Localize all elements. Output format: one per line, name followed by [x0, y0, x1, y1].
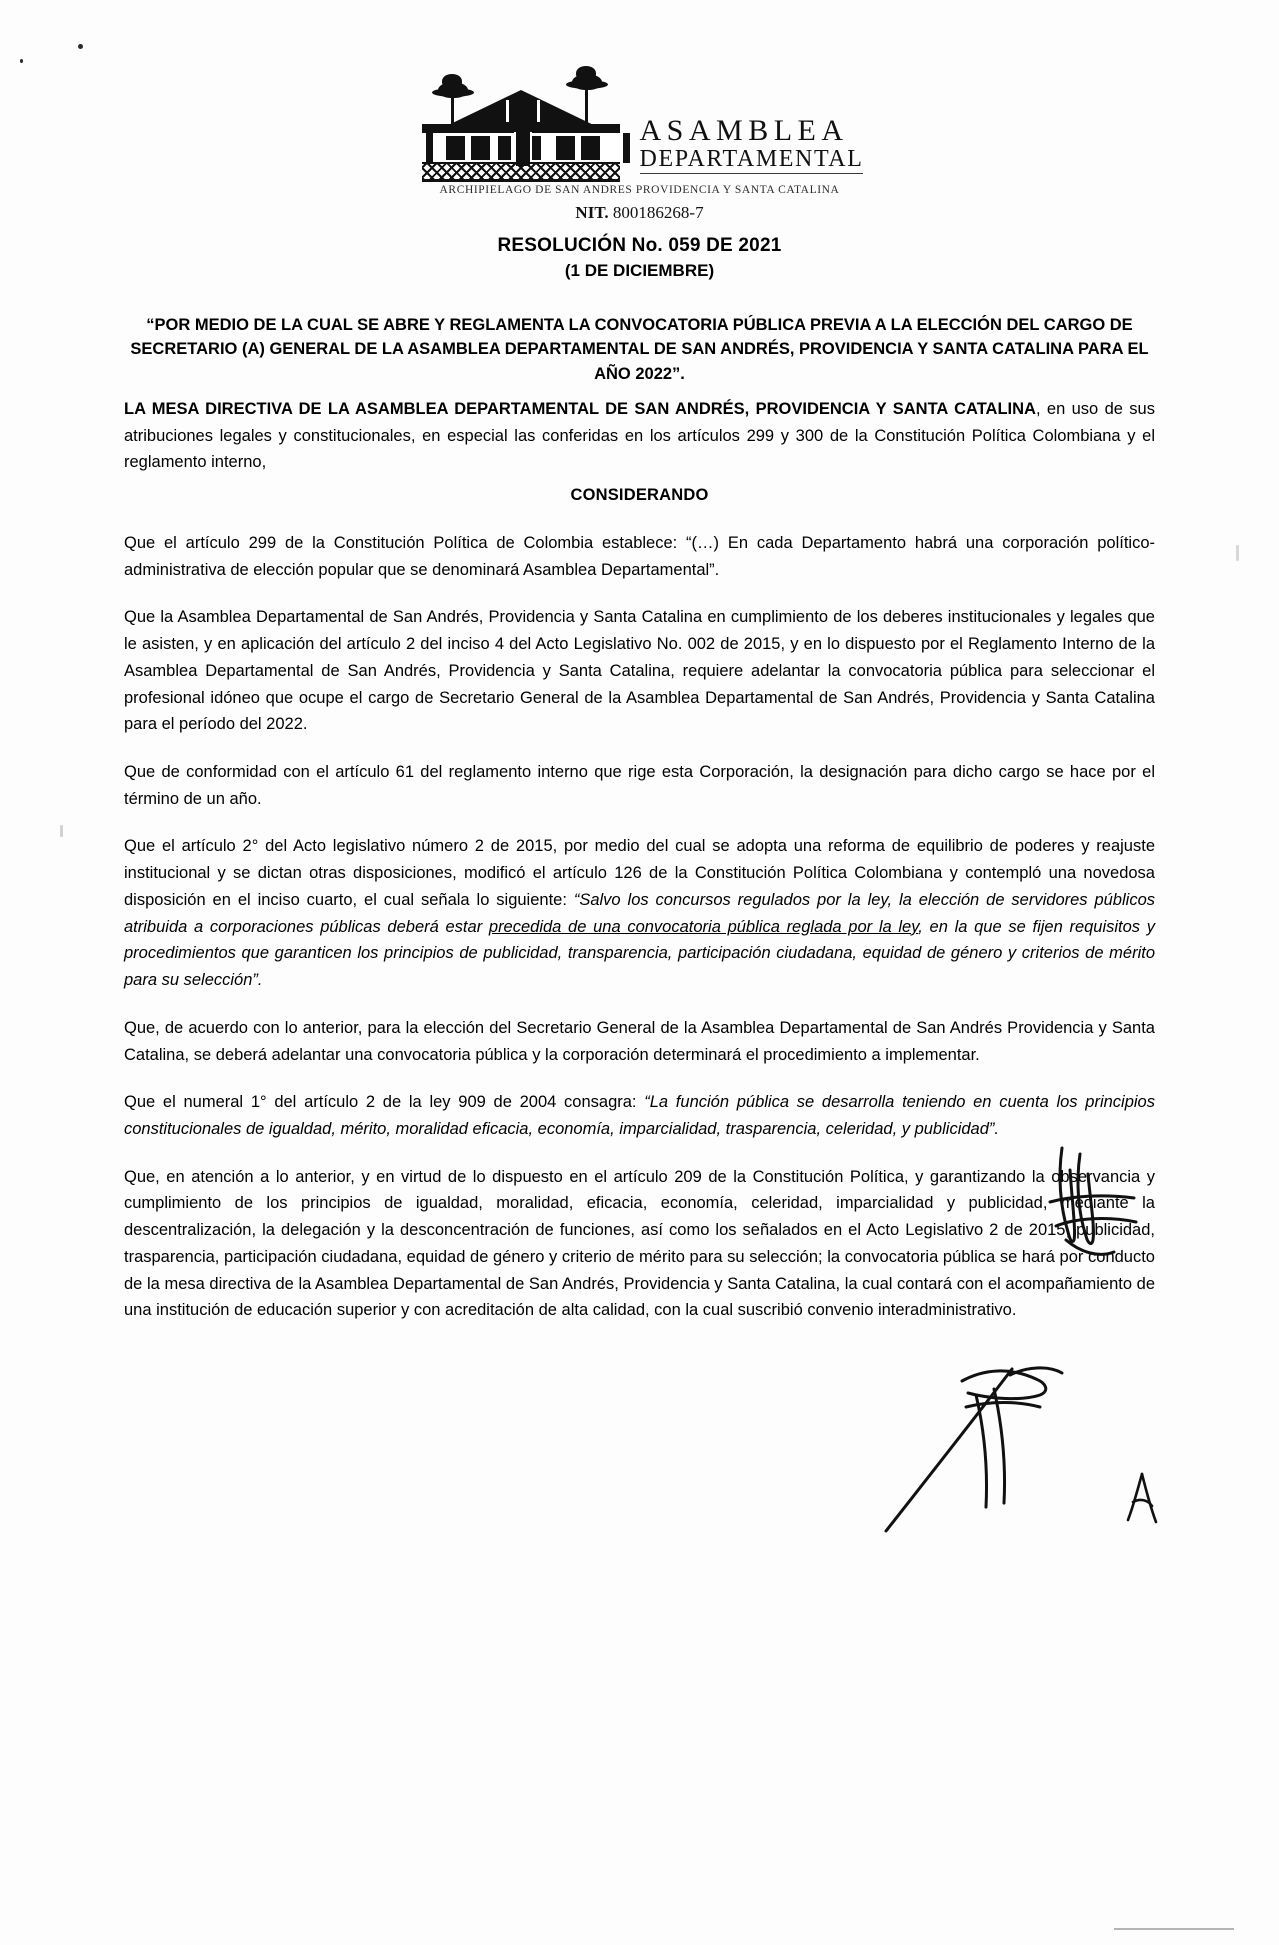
paragraph-4-quote-b: , en la que se fijen requisitos y procedimientos que garanticen los principios de publicidad, transparencia, participación ciudadana, equidad de género y criterios de mérito para su selección”.: [124, 917, 1156, 990]
attic-window-shape: [506, 100, 540, 122]
paragraph-5: Que, de acuerdo con lo anterior, para la elección del Secretario General de la Asamblea Departamental de San Andrés Providencia y Santa Catalina, se deberá adelantar una convocatoria pública y la corporación determinará el procedimiento a implementar.: [124, 1018, 1155, 1064]
paragraph-4-lead: Que el artículo 2° del Acto legislativo número 2 de 2015, por medio del cual se adopta una reforma de equilibrio de poderes y reajuste institucional y se dictan otras disposiciones, modificó el artículo 126 de la Constitución Política Colombiana y contempló una novedosa disposición en el inciso cuarto, el cual señala lo siguiente:: [124, 837, 1155, 909]
paragraph-6-lead: Que el numeral 1° del artículo 2 de la ley 909 de 2004 consagra:: [124, 1093, 645, 1112]
section-heading-considerando: CONSIDERANDO: [570, 486, 709, 504]
scan-speck: [60, 825, 63, 837]
nit-label: NIT.: [575, 203, 609, 222]
preamble-entity: LA MESA DIRECTIVA DE LA ASAMBLEA DEPARTAMENTAL DE SAN ANDRÉS, PROVIDENCIA Y SANTA CATALINA: [124, 400, 1036, 418]
resolution-subject: “POR MEDIO DE LA CUAL SE ABRE Y REGLAMENTA LA CONVOCATORIA PÚBLICA PREVIA A LA ELECCIÓN DEL CARGO DE SECRETARIO (A) GENERAL DE LA ASAMBLEA DEPARTAMENTAL DE SAN ANDRÉS, PROVIDENCIA Y SANTA CATALINA PARA EL AÑO 2022”.: [130, 316, 1149, 383]
nit-value: 800186268-7: [612, 203, 704, 222]
lattice-railing-shape: [422, 162, 620, 182]
paragraph-4-quote-a: “Salvo los concursos regulados por la ley, la elección de servidores públicos atribuida a corporaciones públicas deberá estar: [124, 890, 1155, 936]
resolution-date: (1 DE DICIEMBRE): [564, 261, 715, 280]
wordmark-departamental: DEPARTAMENTAL: [640, 147, 864, 174]
preamble-paragraph: [124, 396, 1155, 476]
handwritten-signature-lower: [880, 1345, 1090, 1535]
letterhead: [0, 62, 1279, 223]
letterhead-nit: [0, 203, 1279, 223]
scan-speck: [1236, 545, 1239, 561]
asamblea-house-palms-logo-icon: [416, 62, 626, 180]
paragraph-6: [124, 1089, 1155, 1142]
page-bottom-rule: [1114, 1928, 1234, 1930]
paragraph-1: Que el artículo 299 de la Constitución Política de Colombia establece: “(…) En cada Departamento habrá una corporación político-administrativa de elección popular que se denominará Asamblea Departamental”.: [124, 534, 1155, 579]
paragraph-6-quote: “La función pública se desarrolla teniendo en cuenta los principios constitucionales de igualdad, mérito, moralidad eficacia, economía, imparcialidad, trasparencia, celeridad, y publicidad”.: [124, 1093, 1155, 1138]
resolution-title: RESOLUCIÓN No. 059 DE 2021: [497, 235, 782, 256]
preamble-rest: , en uso de sus atribuciones legales y constitucionales, en especial las conferidas en los artículos 299 y 300 de la Constitución Política Colombiana y el reglamento interno,: [124, 400, 1155, 472]
scan-speck: [78, 44, 83, 49]
paragraph-2: Que la Asamblea Departamental de San Andrés, Providencia y Santa Catalina en cumplimiento de los deberes institucionales y legales que le asisten, y en aplicación del artículo 2 del inciso 4 del Acto Legislativo No. 002 de 2015, y en lo dispuesto por el Reglamento Interno de la Asamblea Departamental de San Andrés, Providencia y Santa Catalina, requiere adelantar la convocatoria pública para seleccionar el profesional idóneo que ocupe el cargo de Secretario General de la Asamblea Departamental de San Andrés, Providencia y Santa Catalina para el período del 2022.: [124, 608, 1155, 734]
paragraph-4: [124, 833, 1155, 993]
paragraph-3: Que de conformidad con el artículo 61 del reglamento interno que rige esta Corporación, la designación para dicho cargo se hace por el término de un año.: [124, 763, 1155, 808]
paragraph-4-quote-underlined: precedida de una convocatoria pública reglada por la ley: [488, 917, 919, 936]
letterhead-archipelago-line: ARCHIPIELAGO DE SAN ANDRES PROVIDENCIA Y SANTA CATALINA: [439, 184, 840, 196]
handwritten-initial-mark: [1118, 1470, 1168, 1526]
document-body: [124, 530, 1155, 1345]
wordmark-asamblea: ASAMBLEA: [639, 114, 849, 148]
door-shape: [514, 132, 532, 166]
paragraph-7: Que, en atención a lo anterior, y en virtud de lo dispuesto en el artículo 209 de la Constitución Política, y garantizando la observancia y cumplimiento de los principios de igualdad, moralidad, eficacia, economía, celeridad, imparcialidad y publicidad, mediante la descentralización, la delegación y la desconcentración de funciones, así como los señalados en el Acto Legislativo 2 de 2015, publicidad, trasparencia, participación ciudadana, equidad de género y criterio de mérito para su selección; la convocatoria pública se hará por conducto de la mesa directiva de la Asamblea Departamental de San Andrés, Providencia y Santa Catalina, la cual contará con el acompañamiento de una institución de educación superior y con acreditación de alta calidad, con la cual suscribió convenio interadministrativo.: [124, 1167, 1155, 1320]
